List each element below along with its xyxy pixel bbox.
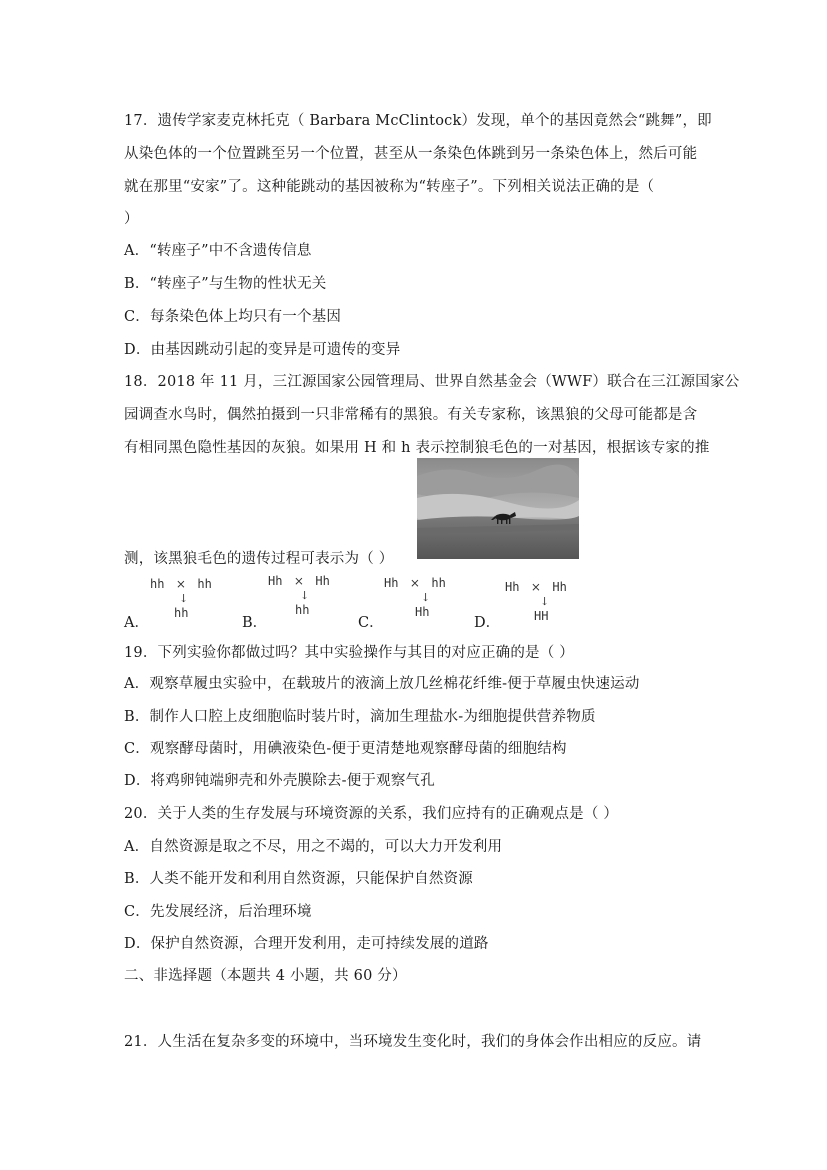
cross-d-parent-1: Hh: [505, 580, 520, 594]
cross-a-parent-2: hh: [197, 577, 212, 591]
q20-line-1: 20．关于人类的生存发展与环境资源的关系，我们应持有的正确观点是（ ）: [124, 806, 619, 822]
q18-option-d-label: D．: [474, 615, 501, 631]
q18-option-c-label: C．: [358, 615, 384, 631]
q18-option-a-label: A．: [124, 615, 149, 631]
cross-c-parent-2: hh: [431, 576, 446, 590]
cross-b-parent-2: Hh: [315, 574, 330, 588]
q20-option-b: B．人类不能开发和利用自然资源，只能保护自然资源: [124, 871, 473, 887]
q18-line-4: 测，该黑狼毛色的遗传过程可表示为（ ）: [124, 551, 394, 567]
q17-option-b: B．“转座子”与生物的性状无关: [124, 276, 327, 292]
q19-option-c: C．观察酵母菌时，用碘液染色-便于更清楚地观察酵母菌的细胞结构: [124, 741, 567, 757]
section-2-heading: 二、非选择题（本题共 4 小题，共 60 分）: [124, 968, 407, 984]
cross-diagram-d: [505, 580, 567, 594]
q21-line-1: 21．人生活在复杂多变的环境中，当环境发生变化时，我们的身体会作出相应的反应。请: [124, 1034, 702, 1050]
black-wolf-photo-image: [417, 458, 579, 559]
q17-option-a: A．“转座子”中不含遗传信息: [124, 243, 312, 259]
q19-option-d: D．将鸡卵钝端卵壳和外壳膜除去-便于观察气孔: [124, 773, 435, 789]
q18-line-1: 18．2018 年 11 月，三江源国家公园管理局、世界自然基金会（WWF）联合在三江源国家公: [124, 374, 740, 390]
q20-option-d: D．保护自然资源，合理开发利用，走可持续发展的道路: [124, 936, 489, 952]
black-wolf-photo: [417, 458, 579, 559]
cross-a-child: hh: [174, 606, 189, 620]
arrow-down-icon: ↓: [179, 592, 189, 605]
cross-symbol: ×: [175, 577, 186, 591]
cross-diagram-a: [150, 577, 212, 591]
arrow-down-icon: ↓: [300, 589, 310, 602]
cross-a-parent-1: hh: [150, 577, 165, 591]
q18-line-3: 有相同黑色隐性基因的灰狼。如果用 H 和 h 表示控制狼毛色的一对基因，根据该专家的推: [124, 440, 710, 456]
cross-c-parent-1: Hh: [384, 576, 399, 590]
q20-option-a: A．自然资源是取之不尽，用之不竭的，可以大力开发利用: [124, 839, 503, 855]
cross-d-parent-2: Hh: [552, 580, 567, 594]
cross-c-child: Hh: [415, 605, 430, 619]
q19-option-a: A．观察草履虫实验中，在载玻片的液滴上放几丝棉花纤维-便于草履虫快速运动: [124, 676, 640, 692]
cross-d-child: HH: [534, 609, 549, 623]
q19-option-b: B．制作人口腔上皮细胞临时装片时，滴加生理盐水-为细胞提供营养物质: [124, 709, 596, 725]
cross-symbol: ×: [409, 576, 420, 590]
q17-option-c: C．每条染色体上均只有一个基因: [124, 309, 342, 325]
cross-symbol: ×: [293, 574, 304, 588]
q18-option-b-label: B．: [242, 615, 268, 631]
q18-line-2: 园调查水鸟时，偶然拍摄到一只非常稀有的黑狼。有关专家称，该黑狼的父母可能都是含: [124, 407, 698, 423]
q17-line-3: 就在那里“安家”了。这种能跳动的基因被称为“转座子”。下列相关说法正确的是（: [124, 179, 655, 195]
q20-option-c: C．先发展经济，后治理环境: [124, 904, 312, 920]
q17-line-2: 从染色体的一个位置跳至另一个位置，甚至从一条染色体跳到另一条染色体上，然后可能: [124, 146, 698, 162]
cross-diagram-c: [384, 576, 446, 590]
cross-b-child: hh: [295, 603, 310, 617]
cross-symbol: ×: [530, 580, 541, 594]
arrow-down-icon: ↓: [540, 595, 550, 608]
arrow-down-icon: ↓: [421, 591, 431, 604]
q17-line-1: 17．遗传学家麦克林托克（ Barbara McClintock）发现，单个的基因竟然会“跳舞”，即: [124, 113, 712, 129]
q17-line-4: ）: [124, 211, 139, 227]
q17-option-d: D．由基因跳动引起的变异是可遗传的变异: [124, 342, 401, 358]
cross-diagram-b: [268, 574, 330, 588]
q19-line-1: 19．下列实验你都做过吗？其中实验操作与其目的对应正确的是（ ）: [124, 645, 574, 661]
cross-b-parent-1: Hh: [268, 574, 283, 588]
